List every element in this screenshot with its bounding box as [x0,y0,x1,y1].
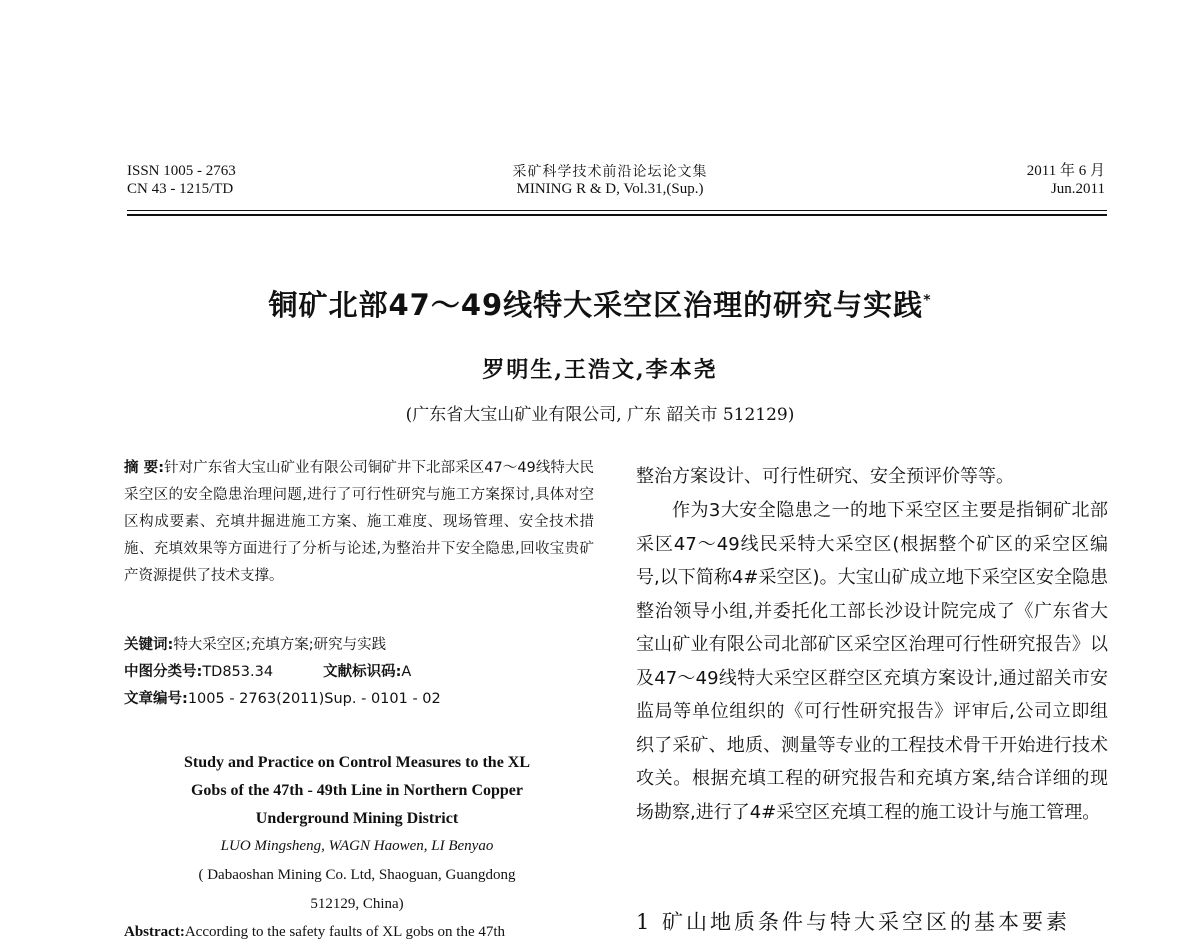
paper-title: 铜矿北部47～49线特大采空区治理的研究与实践* [268,288,932,322]
keywords: 关键词:特大采空区;充填方案;研究与实践 [124,637,387,653]
english-affiliation-line2: 512129, China) [310,896,404,912]
journal-name-en: MINING R & D, Vol.31,(Sup.) [516,181,704,197]
title-footnote-mark: * [923,292,932,309]
english-affiliation-line1: ( Dabaoshan Mining Co. Ltd, Shaoguan, Guangdong [198,867,516,883]
date-cn: 2011 年 6 月 [1026,163,1105,179]
english-authors: LUO Mingsheng, WAGN Haowen, LI Benyao [220,838,494,854]
english-title: Study and Practice on Control Measures to the XL Gobs of the 47th - 49th Line in Northern Copper Underground Mining District [183,754,531,827]
abstract-text: 针对广东省大宝山矿业有限公司铜矿井下北部采区47～49线特大民采空区的安全隐患治理问题,进行了可行性研究与施工方案探讨,具体对空区构成要素、充填井掘进施工方案、施工难度、现场管理、安全技术措施、充填效果等方面进行了分析与论述,为整治井下安全隐患,回收宝贵矿产资源提供了技术支撑。 [124,460,594,584]
body-paragraph-1: 作为3大安全隐患之一的地下采空区主要是指铜矿北部采区47～49线民采特大采空区(根据整个矿区的采空区编号,以下简称4#采空区)。大宝山矿成立地下采空区安全隐患整治领导小组,并委托化工部长沙设计院完成了《广东省大宝山矿业有限公司北部矿区采空区治理可行性研究报告》以及47～49线特大采空区群空区充填方案设计,通过韶关市安监局等单位组织的《可行性研究报告》评审后,公司立即组织了采矿、地质、测量等专业的工程技术骨干开始进行技术攻关。根据充填工程的研究报告和充填方案,结合详细的现场勘察,进行了4#采空区充填工程的施工设计与施工管理。 [636,500,1108,823]
header-rule-thin [127,210,1107,211]
issn: ISSN 1005 - 2763 [127,163,236,179]
section-heading-1: 1 矿山地质条件与特大采空区的基本要素 [636,910,1071,934]
cn-number: CN 43 - 1215/TD [127,181,234,197]
journal-name-cn: 采矿科学技术前沿论坛论文集 [512,164,708,180]
abstract-label: 摘 要: [124,460,165,476]
affiliation: (广东省大宝山矿业有限公司, 广东 韶关市 512129) [405,405,795,425]
english-abstract: Abstract:According to the safety faults of XL gobs on the 47th [124,924,506,940]
abstract-cn [124,455,594,590]
authors: 罗明生,王浩文,李本尧 [482,357,718,383]
article-number: 文章编号:1005 - 2763(2011)Sup. - 0101 - 02 [124,691,441,707]
classification-row: 中图分类号:TD853.34 文献标识码:A [124,664,412,680]
header-rule-thick [127,214,1107,216]
date-en: Jun.2011 [1050,181,1105,197]
body-paragraph-0: 整治方案设计、可行性研究、安全预评价等等。 [636,466,1014,487]
